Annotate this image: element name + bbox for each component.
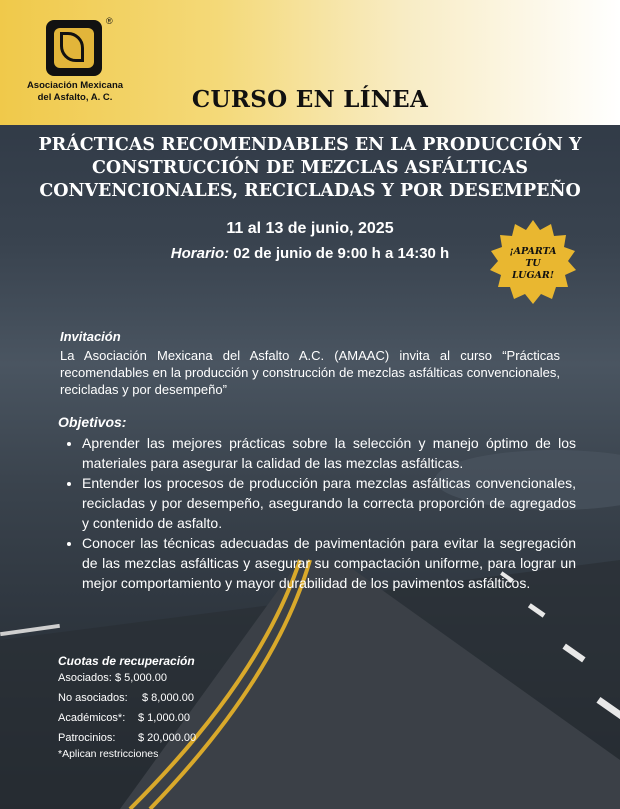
fees-heading: Cuotas de recuperación <box>58 654 195 668</box>
badge-line1: ¡APARTA <box>509 246 557 257</box>
course-title-line3: CONVENCIONALES, RECICLADAS Y POR DESEMPEÑO <box>39 181 581 201</box>
fee-label: No asociados: <box>58 692 128 704</box>
badge-line2: TU <box>525 258 541 269</box>
fee-row <box>58 692 196 712</box>
invitation-heading: Invitación <box>60 329 121 344</box>
fee-label: Patrocinios: <box>58 732 116 744</box>
fee-value: $ 8,000.00 <box>142 692 194 704</box>
association-name-line1: Asociación Mexicana <box>26 80 124 91</box>
horario-value: 02 de junio de 9:00 h a 14:30 h <box>233 245 450 262</box>
course-title-line2: CONSTRUCCIÓN DE MEZCLAS ASFÁLTICAS <box>91 158 529 178</box>
course-title <box>10 134 610 203</box>
association-name-line2: del Asfalto, A. C. <box>37 92 113 103</box>
horario-label: Horario: <box>170 245 230 262</box>
objectives-list <box>66 433 576 593</box>
fee-label: Académicos*: <box>58 712 126 724</box>
fee-value: $ 1,000.00 <box>138 712 190 724</box>
reserve-badge-text <box>488 246 578 282</box>
course-type-heading: CURSO EN LÍNEA <box>191 86 429 113</box>
fee-value: $ 20,000.00 <box>138 732 197 744</box>
amaac-logo <box>46 20 102 76</box>
invitation-text: La Asociación Mexicana del Asfalto A.C. (AMAAC) invita al curso “Prácticas recomendables en la producción y construcción de mezclas asfálticas convencionales, recicladas y por desempeño” <box>60 348 560 397</box>
fees-note: *Aplican restricciones <box>58 748 159 760</box>
fees-table <box>58 672 196 752</box>
fee-value: $ 5,000.00 <box>115 672 167 684</box>
fee-label: Asociados: <box>58 672 112 684</box>
objective-item: • Aprender las mejores prácticas sobre la selección y manejo óptimo de los materiales para asegurar la calidad de las mezclas asfálticas. <box>82 433 576 473</box>
objective-item: • Conocer las técnicas adecuadas de pavimentación para evitar la segregación de las mezclas asfálticas y asegurar su compactación uniforme, para lograr un mejor comportamiento y mayor durabilidad de los pavimentos asfálticos. <box>82 533 576 593</box>
objective-item: • Entender los procesos de producción para mezclas asfálticas convencionales, recicladas y por desempeño, asegurando la correcta proporción de agregados y contenido de asfalto. <box>82 473 576 533</box>
fee-row <box>58 672 196 692</box>
badge-line3: LUGAR! <box>512 270 554 281</box>
objectives-heading: Objetivos: <box>58 414 127 430</box>
course-title-line1: PRÁCTICAS RECOMENDABLES EN LA PRODUCCIÓN Y <box>38 135 582 155</box>
course-dates: 11 al 13 de junio, 2025 <box>226 220 394 237</box>
registered-mark: ® <box>106 16 113 26</box>
fee-row <box>58 712 196 732</box>
